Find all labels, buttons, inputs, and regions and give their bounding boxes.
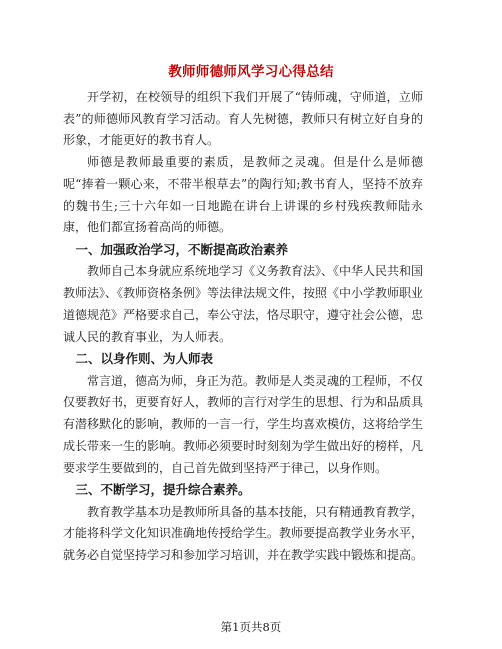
intro-paragraph: 开学初，在校领导的组织下我们开展了“铸师魂，守师道，立师表”的师德师风教育学习活动。育人先树德，教师只有树立好自身的形象，才能更好的教书育人。 [63,90,423,148]
body-paragraph: 师德是教师最重要的素质，是教师之灵魂。但是什么是师德呢“捧着一颗心来，不带半根草去”的陶行知;教书育人，坚持不放弃的魏书生;三十六年如一日地跪在讲台上讲课的乡村残疾教师陆永康，他们都宣扬着高尚的师德。 [63,155,423,235]
section-heading: 二、以身作则、为人师表 [75,351,214,367]
page-title: 教师师德师风学习心得总结 [168,64,334,80]
section-heading: 一、加强政治学习，不断提高政治素养 [75,241,289,257]
document-body [63,87,423,567]
section-heading: 三、不断学习，提升综合素养。 [75,482,251,498]
page-number-footer: 第1页共8页 [220,620,282,634]
section-paragraph: 教师自己本身就应系统地学习《义务教育法》、《中华人民共和国教师法》、《教师资格条例》等法律法规文件，按照《中小学教师职业道德规范》严格要求自己，奉公守法，恪尽职守，遵守社会公德，忠诚人民的教育事业，为人师表。 [63,264,424,344]
section-paragraph: 教育教学基本功是教师所具备的基本技能，只有精通教育教学，才能将科学文化知识准确地传授给学生。教师要提高教学业务水平，就务必自觉坚持学习和参加学习培训，并在教学实践中锻炼和提高。 [63,504,424,563]
section-paragraph: 常言道，德高为师，身正为范。教师是人类灵魂的工程师，不仅仅要教好书，更要育好人，教师的言行对学生的思想、行为和品质具有潜移默化的影响，教师的一言一行，学生均喜欢模仿，这将给学生成长带来一生的影响。教师必须要时时刻刻为学生做出好的榜样，凡要求学生要做到的，自己首先做到坚持严于律己，以身作则。 [63,373,424,475]
